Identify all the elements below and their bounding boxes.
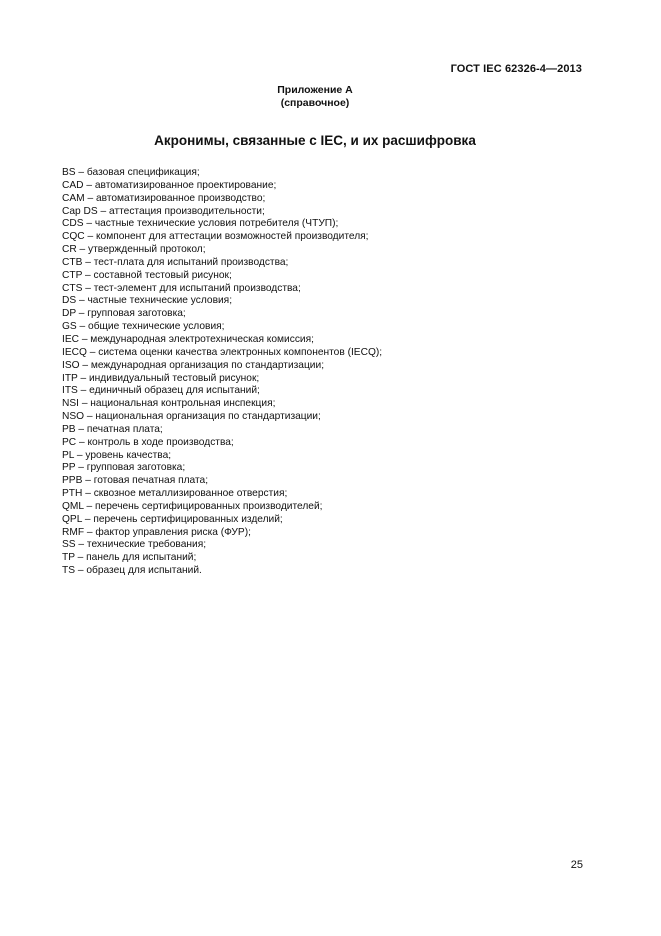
list-item: CTB – тест-плата для испытаний производства;: [62, 256, 289, 268]
list-item: QPL – перечень сертифицированных изделий;: [62, 513, 283, 525]
list-item: TS – образец для испытаний.: [62, 565, 202, 577]
list-item: CR – утвержденный протокол;: [62, 244, 206, 256]
acronym-list: [62, 167, 382, 578]
list-item: CAM – автоматизированное производство;: [62, 192, 266, 204]
list-item: ITS – единичный образец для испытаний;: [62, 385, 260, 397]
appendix-title: Приложение А: [277, 84, 353, 96]
list-item: CTP – составной тестовый рисунок;: [62, 269, 232, 281]
page-number: 25: [570, 859, 583, 871]
list-item: CDS – частные технические условия потребителя (ЧТУП);: [62, 218, 339, 230]
list-item: Cap DS – аттестация производительности;: [62, 205, 265, 217]
list-item: ISO – международная организация по стандартизации;: [62, 359, 325, 371]
list-item: GS – общие технические условия;: [62, 321, 225, 333]
list-item: CAD – автоматизированное проектирование;: [62, 179, 277, 191]
document-code: ГОСТ IEC 62326-4—2013: [450, 63, 582, 75]
list-item: PB – печатная плата;: [62, 423, 163, 435]
list-item: IEC – международная электротехническая комиссия;: [62, 333, 314, 345]
list-item: TP – панель для испытаний;: [62, 552, 197, 564]
list-item: DP – групповая заготовка;: [62, 308, 186, 320]
list-item: PTH – сквозное металлизированное отверстия;: [62, 488, 288, 500]
list-item: PP – групповая заготовка;: [62, 462, 186, 474]
list-item: ITP – индивидуальный тестовый рисунок;: [62, 372, 260, 384]
list-item: NSI – национальная контрольная инспекция;: [62, 398, 276, 410]
list-item: RMF – фактор управления риска (ФУР);: [62, 526, 251, 538]
list-item: SS – технические требования;: [62, 539, 207, 551]
list-item: PC – контроль в ходе производства;: [62, 436, 234, 448]
list-item: PPB – готовая печатная плата;: [62, 475, 209, 487]
list-item: BS – базовая спецификация;: [62, 167, 200, 178]
list-item: IECQ – система оценки качества электронных компонентов (IECQ);: [62, 346, 383, 358]
list-item: PL – уровень качества;: [62, 449, 172, 461]
list-item: NSO – национальная организация по стандартизации;: [62, 411, 321, 423]
list-item: DS – частные технические условия;: [62, 295, 233, 307]
appendix-subtitle: (справочное): [280, 97, 350, 109]
list-item: CQC – компонент для аттестации возможностей производителя;: [62, 231, 369, 243]
section-title: Акронимы, связанные с IEC, и их расшифровка: [154, 133, 476, 148]
list-item: CTS – тест-элемент для испытаний производства;: [62, 282, 301, 294]
list-item: QML – перечень сертифицированных производителей;: [62, 500, 323, 512]
